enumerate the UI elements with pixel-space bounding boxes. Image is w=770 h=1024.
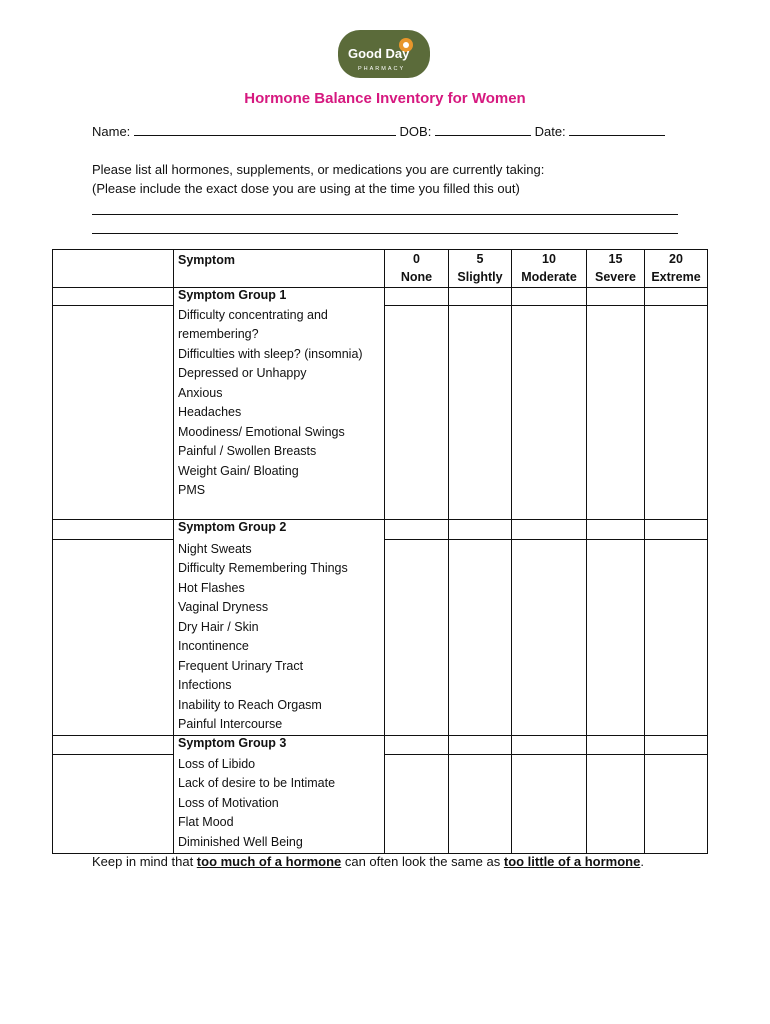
symptom-item: Headaches <box>178 405 242 419</box>
score-cell[interactable] <box>645 540 708 736</box>
score-cell[interactable] <box>512 755 587 854</box>
symptom-item: Lack of desire to be Intimate <box>178 776 336 790</box>
group-body-row <box>53 306 708 520</box>
score-cell[interactable] <box>449 306 512 520</box>
group-body-row <box>53 540 708 736</box>
score-cell[interactable] <box>587 540 645 736</box>
group-blank-cell <box>53 288 174 306</box>
group-title: Symptom Group 2 <box>174 520 385 540</box>
logo-name: Good Day <box>348 46 410 61</box>
scale-header <box>449 250 512 288</box>
symptom-item: PMS <box>178 483 206 497</box>
symptom-item: Frequent Urinary Tract Infections <box>178 658 304 692</box>
instructions-line-2: (Please include the exact dose you are using at the time you filled this out) <box>92 181 520 196</box>
scale-value: 15 <box>608 252 623 266</box>
scale-header <box>512 250 587 288</box>
scale-label: None <box>400 270 433 284</box>
name-label: Name: <box>92 124 131 139</box>
symptom-item: Difficulty Remembering Things <box>178 561 348 575</box>
group-blank-cell <box>53 520 174 540</box>
medications-line-1[interactable] <box>92 214 678 215</box>
group-blank-cell <box>53 736 174 755</box>
footer-text: Keep in mind that <box>92 854 197 869</box>
patient-fields-row <box>92 123 665 139</box>
score-cell[interactable] <box>385 306 449 520</box>
dob-label: DOB: <box>399 124 432 139</box>
instructions-line-1: Please list all hormones, supplements, or medications you are currently taking: <box>92 162 545 177</box>
score-cell[interactable] <box>449 755 512 854</box>
page-title: Hormone Balance Inventory for Women <box>244 90 526 107</box>
score-cell[interactable] <box>449 540 512 736</box>
symptom-table <box>52 249 708 854</box>
scale-header <box>385 250 449 288</box>
score-cell[interactable] <box>587 306 645 520</box>
group-blank-cell <box>53 306 174 520</box>
score-cell[interactable] <box>645 306 708 520</box>
symptom-item: Vaginal Dryness <box>178 600 269 614</box>
symptom-item: Inability to Reach Orgasm <box>178 697 322 712</box>
score-cell[interactable] <box>512 306 587 520</box>
score-cell[interactable] <box>512 540 587 736</box>
medications-line-2[interactable] <box>92 233 678 234</box>
symptom-item: Weight Gain/ Bloating <box>178 463 299 478</box>
scale-header <box>587 250 645 288</box>
name-field[interactable] <box>134 123 396 136</box>
scale-value: 5 <box>476 252 484 266</box>
scale-header <box>645 250 708 288</box>
group-blank-cell <box>53 755 174 854</box>
symptom-item: Night Sweats <box>178 541 252 556</box>
symptom-item: Dry Hair / Skin <box>178 619 259 634</box>
symptom-item: Incontinence <box>178 639 249 653</box>
symptom-item: Painful / Swollen Breasts <box>178 444 317 458</box>
score-cell[interactable] <box>645 755 708 854</box>
scale-value: 10 <box>542 252 556 266</box>
group-title-row <box>53 736 708 755</box>
score-cell[interactable] <box>385 755 449 854</box>
scale-label: Slightly <box>457 270 503 284</box>
symptom-item: Loss of Libido <box>178 756 256 771</box>
footer-text: . <box>640 854 644 869</box>
symptom-item: Anxious <box>178 385 223 400</box>
scale-label: Severe <box>594 270 636 284</box>
symptom-item: Difficulties with sleep? (insomnia) <box>178 346 363 361</box>
scale-label: Extreme <box>651 270 701 284</box>
header-blank-cell <box>53 250 174 288</box>
scale-label: Moderate <box>521 270 577 284</box>
symptom-list <box>174 540 385 736</box>
symptom-item: Diminished Well Being <box>178 834 303 849</box>
symptom-item: Depressed or Unhappy <box>178 366 307 380</box>
score-cell[interactable] <box>587 755 645 854</box>
symptom-item: Hot Flashes <box>178 580 245 595</box>
symptom-item: Loss of Motivation <box>178 795 279 810</box>
good-day-pharmacy-logo <box>336 28 432 80</box>
scale-value: 20 <box>669 252 683 266</box>
table-header-row <box>53 250 708 288</box>
dob-field[interactable] <box>435 123 531 136</box>
group-body-row <box>53 755 708 854</box>
group-title-row <box>53 520 708 540</box>
scale-value: 0 <box>413 252 420 266</box>
symptom-item: Flat Mood <box>178 815 234 829</box>
logo-subtitle: PHARMACY <box>358 66 406 72</box>
footer-note <box>92 854 644 869</box>
group-title: Symptom Group 3 <box>174 736 385 755</box>
symptom-list <box>174 306 385 520</box>
symptom-item: Painful Intercourse <box>178 717 283 731</box>
footer-text: can often look the same as <box>341 854 504 869</box>
group-title: Symptom Group 1 <box>174 288 385 306</box>
score-cell[interactable] <box>385 540 449 736</box>
symptom-header: Symptom <box>174 250 385 288</box>
symptom-item: Moodiness/ Emotional Swings <box>178 424 345 439</box>
date-field[interactable] <box>569 123 665 136</box>
date-label: Date: <box>534 124 566 139</box>
group-title-row <box>53 288 708 306</box>
footer-emphasis: too much of a hormone <box>196 854 342 869</box>
footer-emphasis: too little of a hormone <box>503 854 641 869</box>
group-blank-cell <box>53 540 174 736</box>
symptom-list <box>174 755 385 854</box>
symptom-item: Difficulty concentrating and remembering? <box>178 307 328 341</box>
